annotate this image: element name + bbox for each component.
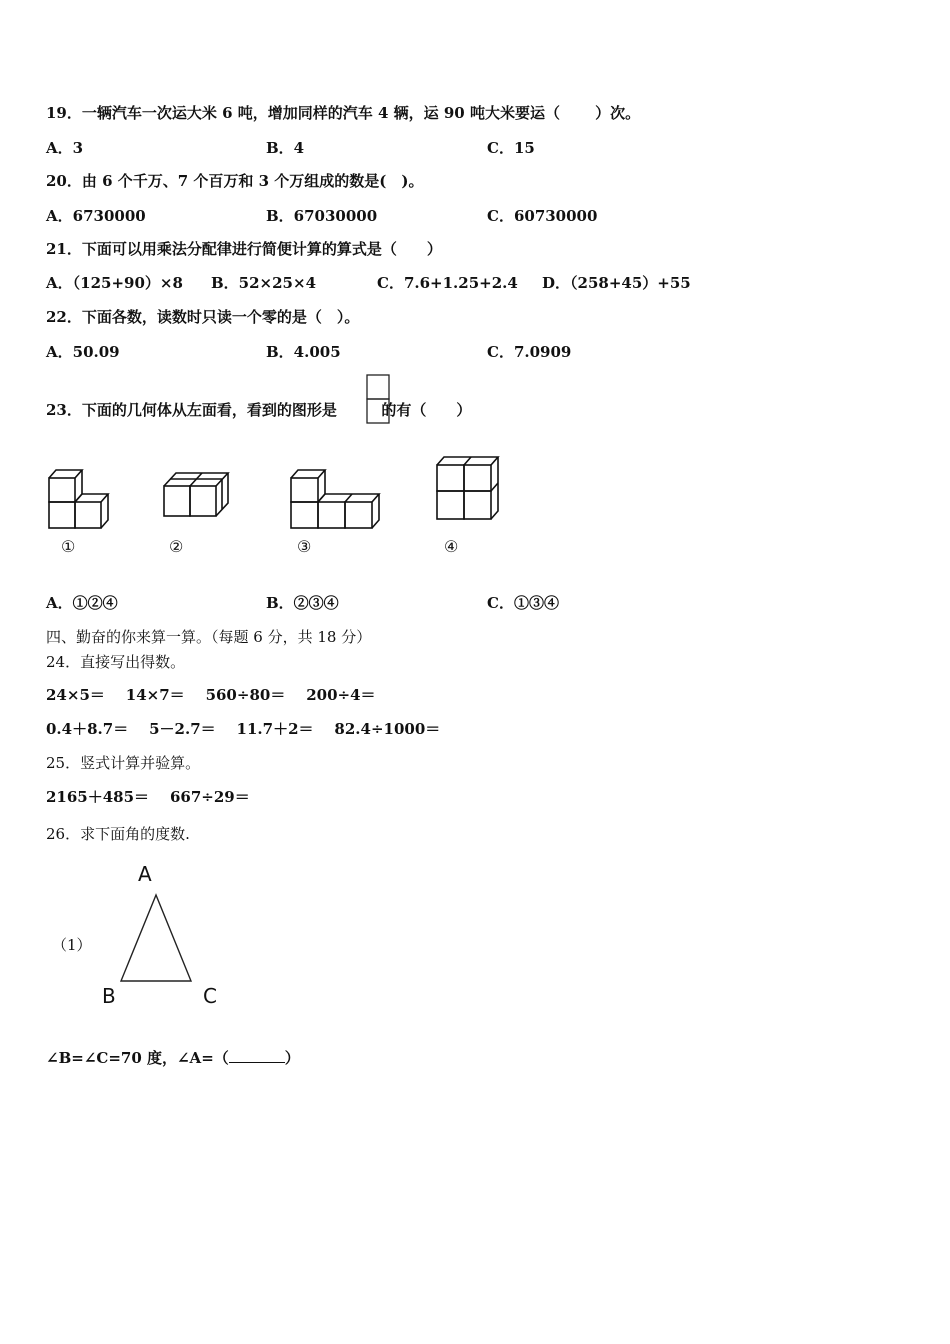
q21-option-a[interactable]: A．（125+90）×8 — [46, 274, 183, 292]
cube-figure-3 — [290, 466, 382, 530]
q24-row1 — [46, 684, 376, 705]
figure-label-3: ③ — [297, 537, 312, 556]
cube-figure-2 — [163, 470, 235, 520]
q26-answer-suffix: ） — [284, 1049, 300, 1067]
q25-stem: 25．竖式计算并验算。 — [46, 754, 201, 772]
figure-label-4: ④ — [444, 537, 459, 556]
q25-row — [46, 786, 250, 807]
q22-option-c[interactable]: C．7.0909 — [487, 343, 572, 361]
q26-stem: 26．求下面角的度数. — [46, 825, 190, 843]
q26-answer-line — [46, 1047, 300, 1068]
cube-figure-4 — [436, 455, 502, 523]
q23-two-square-figure — [366, 374, 390, 424]
vertex-b-label: B — [102, 984, 116, 1008]
q21-option-c[interactable]: C．7.6+1.25+2.4 — [377, 274, 518, 292]
q24-expr: 560÷80＝ — [205, 686, 286, 704]
q26-part-label: （1） — [52, 936, 92, 954]
figure-label-2: ② — [169, 537, 184, 556]
q24-row2 — [46, 718, 440, 739]
q24-expr: 11.7＋2＝ — [236, 720, 314, 738]
figure-label-1: ① — [61, 537, 76, 556]
q23-option-c[interactable]: C．①③④ — [487, 594, 559, 612]
q19-option-b[interactable]: B．4 — [266, 139, 305, 157]
vertex-c-label: C — [203, 984, 217, 1008]
q19-option-a[interactable]: A．3 — [46, 139, 84, 157]
q25-expr: 667÷29＝ — [169, 788, 250, 806]
q23-stem-before: 23．下面的几何体从左面看，看到的图形是 — [46, 401, 337, 419]
q22-stem: 22．下面各数，读数时只读一个零的是（ ）。 — [46, 308, 360, 326]
q24-expr: 0.4＋8.7＝ — [46, 720, 129, 738]
q21-option-d[interactable]: D．（258+45）+55 — [542, 274, 691, 292]
q20-option-c[interactable]: C．60730000 — [487, 207, 598, 225]
q19-stem: 19．一辆汽车一次运大米 6 吨，增加同样的汽车 4 辆，运 90 吨大米要运（ ）次。 — [46, 104, 641, 122]
q23-stem-after: 的有（ ） — [381, 401, 472, 419]
vertex-a-label: A — [138, 862, 152, 886]
q25-expr: 2165＋485＝ — [46, 788, 150, 806]
q24-expr: 82.4÷1000＝ — [334, 720, 441, 738]
q24-expr: 200÷4＝ — [306, 686, 376, 704]
q21-option-b[interactable]: B．52×25×4 — [211, 274, 317, 292]
q22-option-b[interactable]: B．4.005 — [266, 343, 341, 361]
q23-option-b[interactable]: B．②③④ — [266, 594, 339, 612]
q26-answer-blank[interactable] — [229, 1048, 285, 1063]
q20-option-b[interactable]: B．67030000 — [266, 207, 378, 225]
q24-expr: 5－2.7＝ — [149, 720, 216, 738]
q24-expr: 14×7＝ — [125, 686, 185, 704]
q26-answer-prefix: ∠B=∠C=70 度，∠A=（ — [46, 1049, 229, 1067]
q23-stem — [46, 399, 471, 420]
q21-stem: 21．下面可以用乘法分配律进行简便计算的算式是（ ） — [46, 240, 442, 258]
q20-stem: 20．由 6 个千万、7 个百万和 3 个万组成的数是( )。 — [46, 172, 424, 190]
section4-title: 四、勤奋的你来算一算。（每题 6 分，共 18 分） — [46, 628, 372, 646]
q23-option-a[interactable]: A．①②④ — [46, 594, 118, 612]
cube-figure-1 — [48, 466, 112, 530]
q24-stem: 24．直接写出得数。 — [46, 653, 186, 671]
q20-option-a[interactable]: A．6730000 — [46, 207, 146, 225]
q24-expr: 24×5＝ — [46, 686, 105, 704]
q19-option-c[interactable]: C．15 — [487, 139, 535, 157]
q22-option-a[interactable]: A．50.09 — [46, 343, 120, 361]
